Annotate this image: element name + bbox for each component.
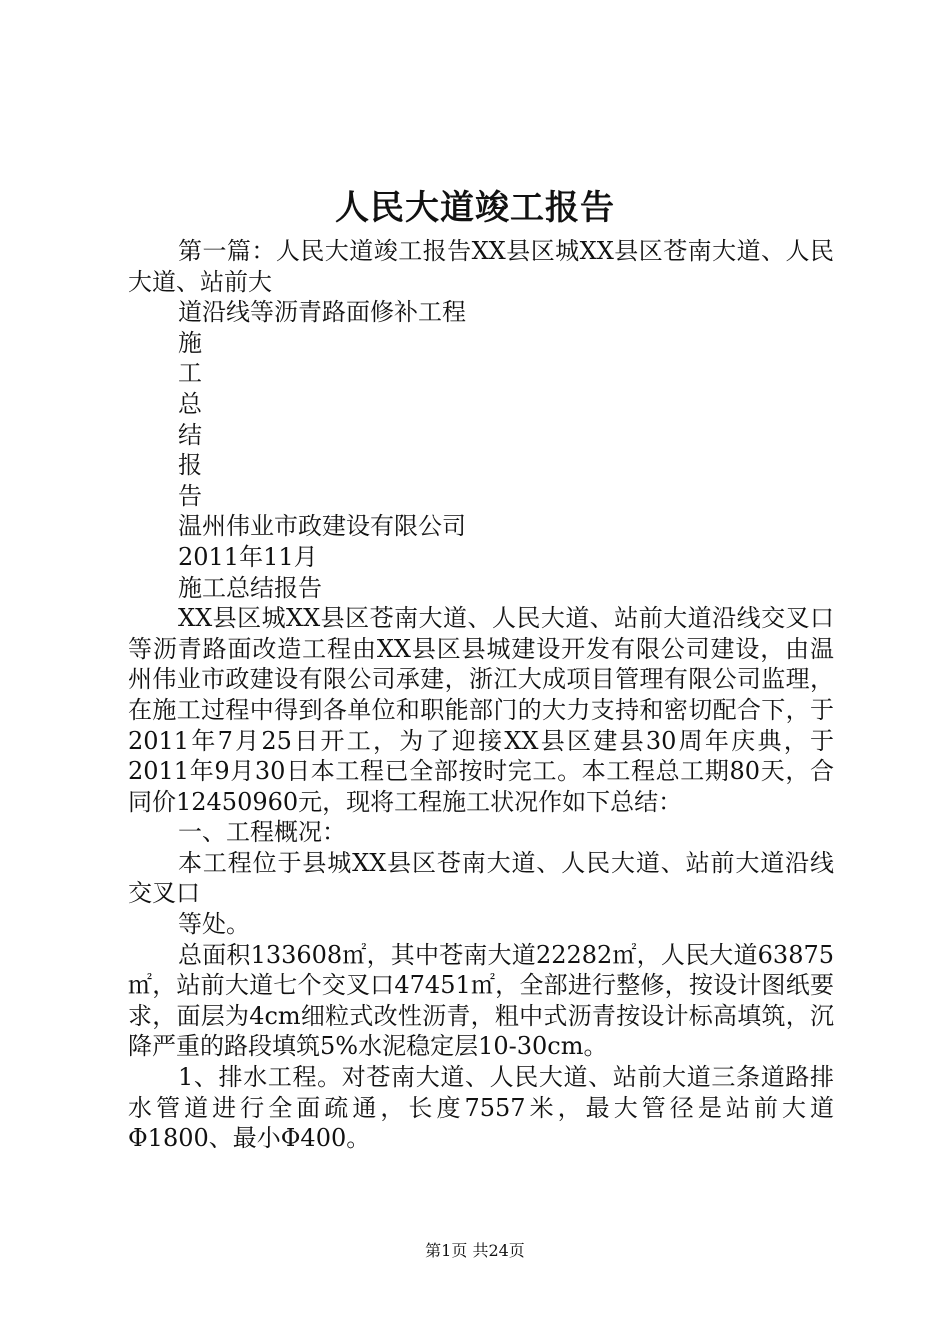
- document-body: [128, 236, 834, 1154]
- paragraph-summary: XX县区城XX县区苍南大道、人民大道、站前大道沿线交叉口等沥青路面改造工程由XX县区县城建设开发有限公司建设，由温州伟业市政建设有限公司承建，浙江大成项目管理有限公司监理，在施工过程中得到各单位和职能部门的大力支持和密切配合下，于2011年7月25日开工，为了迎接XX县区建县30周年庆典，于2011年9月30日本工程已全部按时完工。本工程总工期80天，合同价12450960元，现将工程施工状况作如下总结：: [128, 604, 834, 816]
- paragraph-date: 2011年11月: [178, 542, 318, 571]
- paragraph-subtitle: 施工总结报告: [178, 573, 322, 602]
- document-title: 人民大道竣工报告: [335, 188, 615, 228]
- paragraph-location: 本工程位于县城XX县区苍南大道、人民大道、站前大道沿线交叉口: [128, 848, 834, 908]
- page-footer: 第1页 共24页: [425, 1241, 525, 1260]
- paragraph-char: 工: [178, 359, 202, 388]
- paragraph-area: 总面积133608㎡，其中苍南大道22282㎡，人民大道63875㎡，站前大道七个交叉口47451㎡，全部进行整修，按设计图纸要求，面层为4cm细粒式改性沥青，粗中式沥青按设计标高填筑，沉降严重的路段填筑5%水泥稳定层10-30cm。: [128, 940, 834, 1061]
- paragraph-intro: 第一篇：人民大道竣工报告XX县区城XX县区苍南大道、人民大道、站前大: [128, 237, 834, 296]
- paragraph-char: 总: [178, 389, 202, 418]
- paragraph-char: 施: [178, 328, 202, 357]
- paragraph-char: 结: [178, 420, 202, 449]
- paragraph-project-name: 道沿线等沥青路面修补工程: [178, 298, 466, 327]
- paragraph-char: 报: [178, 451, 202, 480]
- section-heading: 一、工程概况：: [178, 818, 346, 847]
- paragraph-char: 告: [178, 481, 202, 510]
- paragraph-location-end: 等处。: [178, 910, 250, 939]
- paragraph-drainage: 1、排水工程。对苍南大道、人民大道、站前大道三条道路排水管道进行全面疏通，长度7557米，最大管径是站前大道Φ1800、最小Φ400。: [128, 1063, 834, 1153]
- paragraph-company: 温州伟业市政建设有限公司: [178, 512, 466, 541]
